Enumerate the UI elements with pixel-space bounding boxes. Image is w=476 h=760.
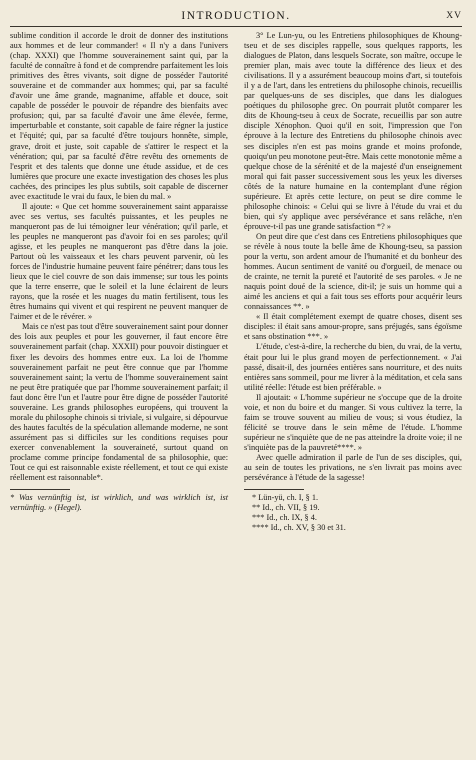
page-number: XV xyxy=(446,11,462,21)
paragraph: Avec quelle admiration il parle de l'un de ses disciples, qui, au sein de toutes les privations, ne s'en livrait pas moins avec persévérance à l'étude de la sagesse! xyxy=(244,452,462,483)
footnote: * Lün-yü, ch. I, § 1. xyxy=(252,493,319,503)
paragraph: On peut dire que c'est dans ces Entretiens philosophiques que se révèle à nous toute la belle âme de Khoung-tseu, sa passion pour la vertu, son ardent amour de l'humanité et du bonheur des hommes. Aucun sentiment de vanité ou d'orgueil, de menace ou de crainte, ne ternit la pureté et l'autorité de ses paroles. « Je ne naquis point doué de la science, dit-il; je suis un homme qui a aimé les anciens et qui a fait tous ses efforts pour acquérir leurs connaissances **. » xyxy=(244,231,462,312)
paragraph: sublime condition il accorde le droit de donner des institutions aux hommes et de leur commander! « Il n'y a dans l'univers (chap. XXXI) que l'homme souverainement saint qui, par la faculté de connaître à fond et de comprendre parfaitement les lois primitives des êtres vivants, soit digne de posséder l'autorité souveraine et de commander aux hommes; qui, par sa faculté d'avoir une âme grande, magnanime, affable et douce, soit capable de posséder le pouvoir de répandre des bienfaits avec profusion; qui, par sa faculté d'avoir une âme élevée, ferme, imperturbable et constante, soit capable de faire régner la justice et l'équité; qui, par sa faculté d'être toujours honnête, simple, grave, droit et juste, soit capable de s'attirer le respect et la vénération; qui, par sa faculté d'être revêtu des ornements de l'esprit et des talents que donne une étude assidue, et de ces lumières que procure une exacte investigation des choses les plus cachées, des principes les plus subtils, soit capable de discerner avec exactitude le vrai du faux, le bien du mal. » xyxy=(10,31,228,201)
left-column xyxy=(10,31,228,533)
paragraph: 3° Le Lun-yu, ou les Entretiens philosophiques de Khoung-tseu et de ses disciples rappelle, sous quelques rapports, les dialogues de Platon, dans lesquels Socrate, son maître, occupe le premier plan, mais avec toute la différence des lieux et des civilisations. Il y a assurément beaucoup moins d'art, si toutefois il y a de l'art, dans les entretiens du philosophe chinois, recueillis par quelques-uns de ses disciples, que dans les dialogues poétiques du philosophe grec. On pourrait plutôt comparer les dits de Khoung-tseu à ceux de Socrate, recueillis par son autre disciple Xénophon. Quoi qu'il en soit, l'impression que l'on éprouve à la lecture des Entretiens du philosophe chinois avec ses disciples n'en est pas moins grande et moins profonde, quoiqu'un peu monotone peut-être. Mais cette monotonie même a quelque chose de la sérénité et de la majesté d'un enseignement moral qui fait passer successivement sous les yeux les diverses côtés de la nature humaine en la contemplant d'une région supérieure. Et après cette lecture, on peut se dire comme le philosophe chinois: « Celui qui se livre à l'étude du vrai et du bien, qui s'y applique avec persévérance et sans relâche, n'en éprouve-t-il pas une grande satisfaction *? » xyxy=(244,31,462,231)
right-column xyxy=(244,31,462,533)
running-header xyxy=(10,10,462,27)
paragraph: « Il était complétement exempt de quatre choses, disent ses disciples: il était sans amour-propre, sans préjugés, sans égoïsme et sans obstination ***. » xyxy=(244,312,462,342)
two-column-body xyxy=(10,31,462,533)
footnote: * Was vernünftig ist, ist wirklich, und was wirklich ist, ist vernünftig. » (Hegel). xyxy=(10,493,228,513)
footnote-divider xyxy=(10,489,70,490)
paragraph: L'étude, c'est-à-dire, la recherche du bien, du vrai, de la vertu, était pour lui le plus grand moyen de perfectionnement. « J'ai passé, disait-il, des journées entières sans nourriture, et des nuits entières sans sommeil, pour me livrer à la méditation, et cela sans utilité réelle: l'étude est bien préférable. » xyxy=(244,342,462,392)
footnote-divider xyxy=(244,489,304,490)
paragraph: Mais ce n'est pas tout d'être souverainement saint pour donner des lois aux peuples et pour les gouverner, il faut encore être souverainement parfait (chap. XXXII) pour pouvoir distinguer et fixer les devoirs des hommes entre eux. La loi de l'homme souverainement parfait ne peut être connue que par l'homme souverainement saint; la vertu de l'homme souverainement saint ne peut être pratiquée que par l'homme souverainement parfait; il faut donc être l'un et l'autre pour être digne de posséder l'autorité souveraine. Les grands philosophes européens, qui trouvent la morale du philosophe chinois si triviale, si vulgaire, si dépourvue des hautes facultés de la spéculation allemande moderne, ne sont assurément pas si difficiles sur les conditions requises pour exercer convenablement la souveraineté, surtout quand on proclame comme principe fondamental de sa philosophie, que: Tout ce qui est raisonnable existe réellement, et tout ce qui existe réellement est raisonnable*. xyxy=(10,322,228,483)
paragraph: Il ajoutait: « L'homme supérieur ne s'occupe que de la droite voie, et non du boire et du manger. Si vous cultivez la terre, la faim se trouve souvent au milieu de vous; si vous étudiez, la félicité se trouve dans le sein même de l'étude. L'homme supérieur ne s'inquiète que de ne pas atteindre la droite voie; il ne s'inquiète pas de la pauvreté****. » xyxy=(244,392,462,452)
footnote: ** Id., ch. VII, § 19. xyxy=(252,503,320,513)
footnote: *** Id., ch. IX, § 4. xyxy=(252,513,317,523)
footnote: **** Id., ch. XV, § 30 et 31. xyxy=(252,523,346,533)
running-title: INTRODUCTION. xyxy=(181,10,291,22)
paragraph: Il ajoute: « Que cet homme souverainement saint apparaisse avec ses vertus, ses facultés puissantes, et les peuples ne manqueront pas de lui témoigner leur vénération; qu'il parle, et les peuples ne manqueront pas d'avoir foi en ses paroles; qu'il agisse, et les peuples ne manqueront pas d'être dans la joie. Partout où les vaisseaux et les chars peuvent parvenir, où les forces de l'industrie humaine peuvent faire pénétrer; dans tous les lieux que le ciel couvre de son dais immense; sur tous les points que la terre enserre, que le soleil et la lune éclairent de leurs rayons, que la rosée et les nuages du matin fertilisent, tous les êtres humains qui vivent et qui respirent ne peuvent manquer de l'aimer et de le révérer. » xyxy=(10,201,228,322)
